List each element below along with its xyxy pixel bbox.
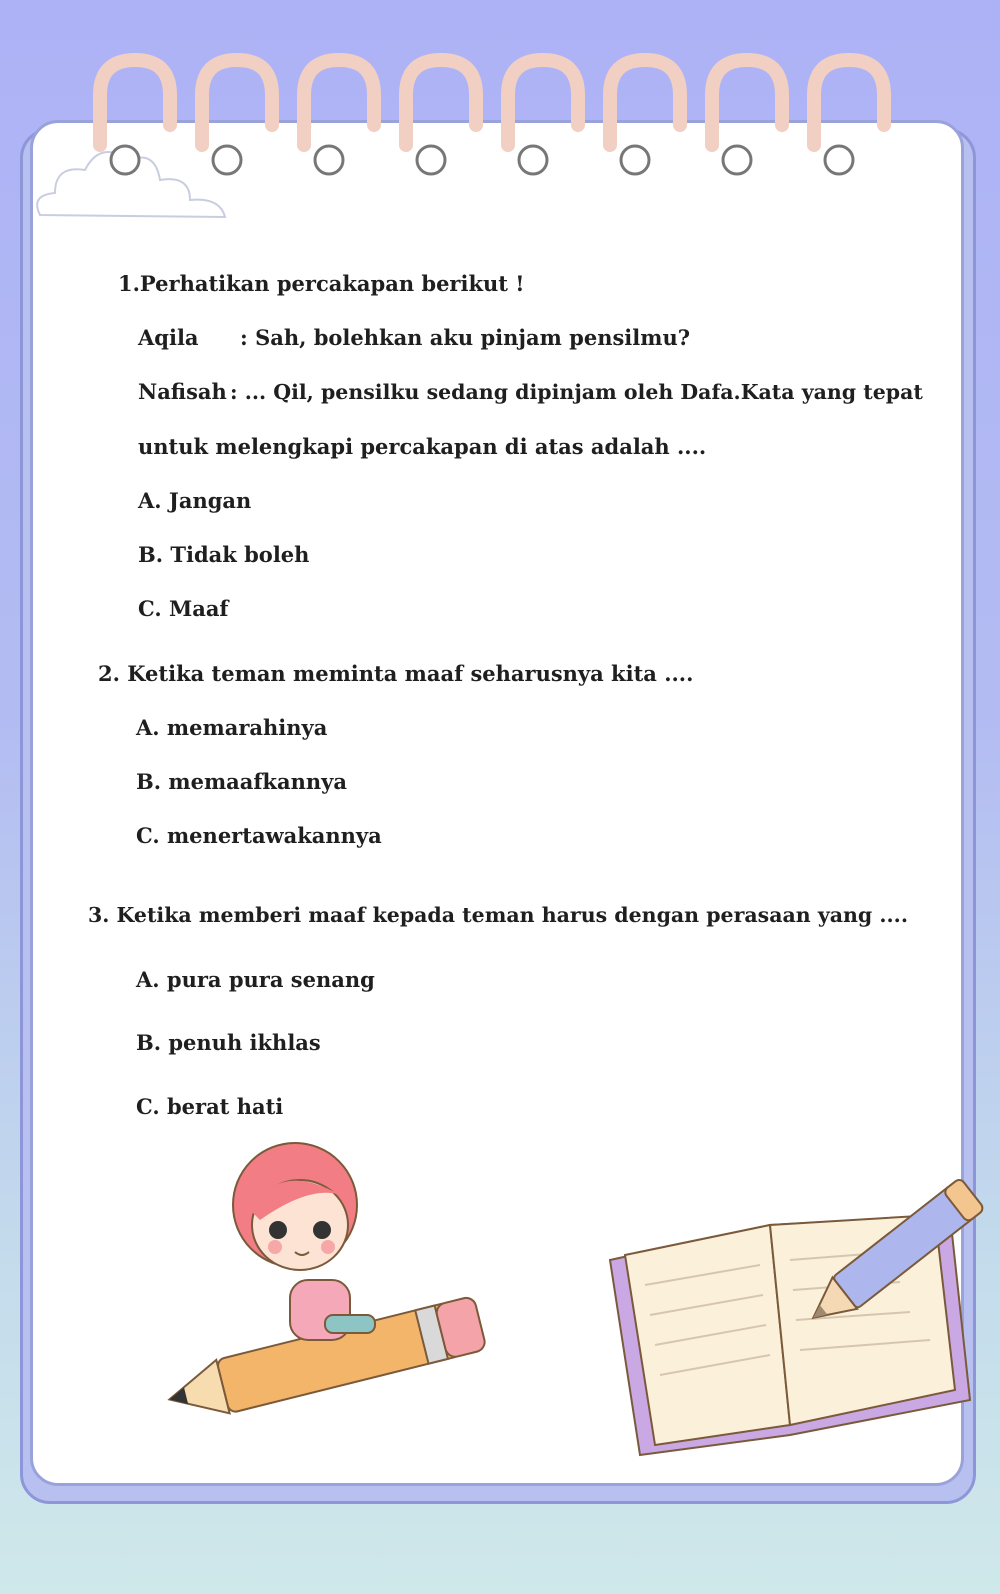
- option[interactable]: A. pura pura senang: [136, 967, 375, 992]
- option[interactable]: A. memarahinya: [136, 715, 328, 740]
- dialog-speaker: Aqila: [138, 325, 199, 350]
- question-2-title: 2. Ketika teman meminta maaf seharusnya kita ....: [98, 661, 694, 686]
- binding-hole: [111, 146, 139, 174]
- question-1-continuation: untuk melengkapi percakapan di atas adalah ....: [138, 434, 707, 459]
- option[interactable]: C. Maaf: [138, 596, 229, 621]
- option[interactable]: B. penuh ikhlas: [136, 1030, 321, 1055]
- question-1-title: 1.Perhatikan percakapan berikut !: [118, 271, 525, 296]
- spiral-ring: [508, 60, 578, 145]
- open-book-illustration: [600, 1170, 1000, 1470]
- girl-on-pencil-illustration: [160, 1140, 520, 1430]
- spiral-ring: [712, 60, 782, 145]
- option[interactable]: C. berat hati: [136, 1094, 284, 1119]
- dialog-line: : ... Qil, pensilku sedang dipinjam oleh Dafa.Kata yang tepat: [230, 380, 923, 404]
- spiral-ring: [100, 60, 170, 145]
- binding-hole: [723, 146, 751, 174]
- binding-hole: [315, 146, 343, 174]
- binding-hole: [519, 146, 547, 174]
- binding-hole: [825, 146, 853, 174]
- option[interactable]: C. menertawakannya: [136, 823, 382, 848]
- spiral-ring: [610, 60, 680, 145]
- option[interactable]: B. Tidak boleh: [138, 542, 310, 567]
- binding-hole: [213, 146, 241, 174]
- dialog-speaker: Nafisah: [138, 379, 227, 404]
- binding-hole: [417, 146, 445, 174]
- question-3-title: 3. Ketika memberi maaf kepada teman harus dengan perasaan yang ....: [88, 903, 908, 927]
- option[interactable]: A. Jangan: [138, 488, 252, 513]
- spiral-ring: [814, 60, 884, 145]
- spiral-binding: [90, 45, 930, 195]
- dialog-line: : Sah, bolehkan aku pinjam pensilmu?: [240, 325, 691, 350]
- option[interactable]: B. memaafkannya: [136, 769, 347, 794]
- spiral-ring: [406, 60, 476, 145]
- spiral-ring: [202, 60, 272, 145]
- spiral-ring: [304, 60, 374, 145]
- binding-hole: [621, 146, 649, 174]
